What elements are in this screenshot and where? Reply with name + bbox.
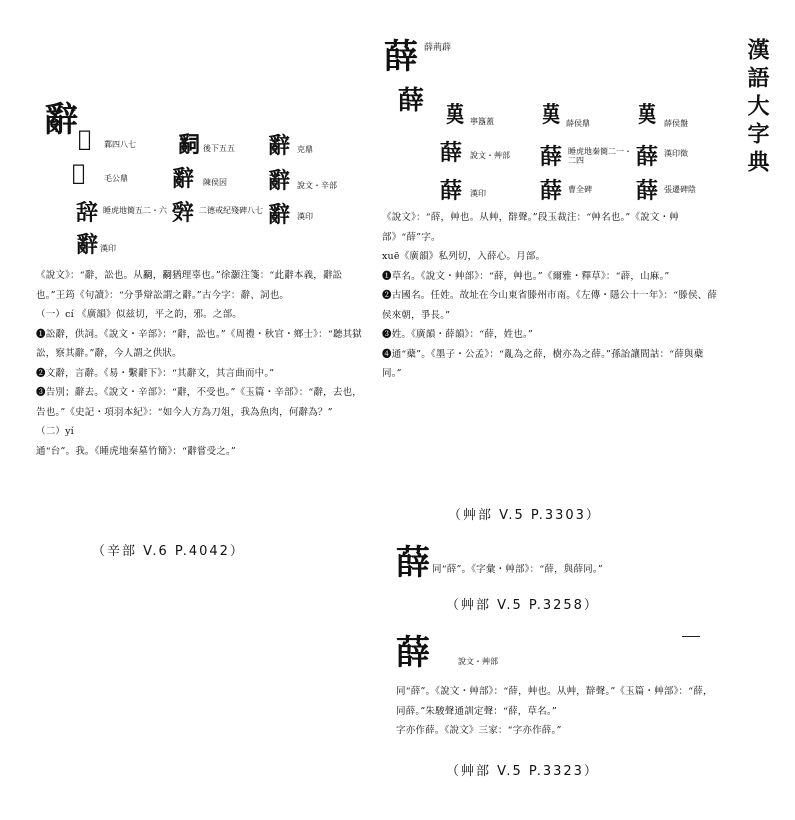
divider xyxy=(682,636,700,637)
paragraph: 通“台”。我。《睡虎地秦墓竹簡》：“辭嘗受之。” xyxy=(36,445,236,457)
paragraph: 《說文》：“辭，訟也。从𤔲，𤔲猶理辜也。”徐灝注箋：“此辭本義，辭訟也。”王筠《句讀》：“分爭辯訟謂之辭。”古今字：辭、詞也。 xyxy=(36,270,343,301)
entry-head-char: 薛 xyxy=(396,543,430,583)
book-title: 漢語大字典 xyxy=(744,38,770,178)
variant-label: 寧簋蓋 xyxy=(470,117,494,126)
variant-glyph: 辞 xyxy=(76,200,99,226)
variant-label: 睡虎地秦簡二一・二四 xyxy=(568,147,632,165)
variant-label: 薛侯盤 xyxy=(664,119,688,128)
variant-glyph: 辭 xyxy=(268,133,291,159)
entry-head-char: 薛 xyxy=(396,633,430,673)
page-reference: （艸部 V.5 P.3303） xyxy=(448,508,601,523)
paragraph: ❷古國名。任姓。故址在今山東省滕州市南。《左傳・隱公十一年》：“滕侯、薛侯來朝，爭長。” xyxy=(382,290,718,321)
variant-label: 克鼎 xyxy=(297,145,313,154)
variant-label: 張遷碑陰 xyxy=(664,185,696,194)
head-pronunciation: 薛荊薜 xyxy=(424,43,452,53)
paragraph: xuē《廣韻》私列切，入薛心。月部。 xyxy=(382,251,546,262)
paragraph: （二）yí xyxy=(36,426,74,437)
entry-text: 同“薛”。《字彙・艸部》：“薛，與薛同。” xyxy=(432,564,603,575)
variant-glyph: 𨐲 xyxy=(78,126,92,152)
variant-glyph: 薛 xyxy=(440,140,463,166)
page-reference: （艸部 V.5 P.3323） xyxy=(446,764,599,779)
left-head-char: 辭 xyxy=(44,100,78,140)
variant-label: 說文・辛部 xyxy=(297,181,337,190)
right-entry-3-body xyxy=(396,682,722,741)
variant-label: 鄴四八七 xyxy=(104,140,136,149)
paragraph: ❸告別；辭去。《說文・辛部》：“辭，不受也。”《玉篇・辛部》：“辭，去也，告也。”《史記・項羽本紀》：“如今人方為刀俎，我為魚肉，何辭為？” xyxy=(36,387,362,418)
variant-glyph: 𤔲 xyxy=(178,132,201,158)
variant-label: 薛侯鼎 xyxy=(566,119,590,128)
variant-glyph: 辭 xyxy=(268,202,291,228)
page-reference: （艸部 V.5 P.3258） xyxy=(446,598,599,613)
variant-glyph: 薛 xyxy=(540,178,563,204)
variant-label: 說文・艸部 xyxy=(470,151,510,160)
paragraph: ❷文辭，言辭。《易・繫辭下》：“其辭文，其言曲而中。” xyxy=(36,367,275,379)
entry-small-label: 說文・艸部 xyxy=(458,657,498,666)
variant-glyph: 𦰩 xyxy=(444,102,467,128)
variant-glyph: 𦰩 xyxy=(540,102,563,128)
right-entry-1-body xyxy=(382,208,722,384)
right-head-char: 薛 xyxy=(384,37,418,77)
variant-label: 陳侯因 xyxy=(203,178,227,187)
paragraph: ❸姓。《廣韻・薛韻》：“薛，姓也。” xyxy=(382,329,534,340)
paragraph: 《說文》：“薛，艸也。从艸，辥聲。”段玉裁注：“艸名也。”《說文・艸部》“薛”字。 xyxy=(382,212,679,243)
variant-label: 漢印 xyxy=(100,244,116,253)
variant-glyph: 辭 xyxy=(172,166,195,192)
left-body xyxy=(36,266,368,461)
variant-glyph: 薛 xyxy=(636,178,659,204)
paragraph: ❶草名。《說文・艸部》：“薛，艸也。”《爾雅・釋草》：“薜，山麻。” xyxy=(382,270,670,282)
paragraph: ❹通“蘗”。《墨子・公孟》：“亂為之薛，樹亦為之薛。”孫詒讓間詁：“薛與蘗同。” xyxy=(382,348,704,379)
variant-label: 睡虎地簡五二・六 xyxy=(103,206,167,215)
variant-label: 二德戒紀殘碑八七 xyxy=(199,206,263,215)
variant-label: 曹全碑 xyxy=(568,185,592,194)
variant-glyph: 𦰩 xyxy=(636,102,659,128)
variant-label: 後下五五 xyxy=(203,144,235,153)
paragraph: 同“薛”。《說文・艸部》：“薛，艸也。从艸，辥聲。”《玉篇・艸部》：“薛，同薛。”朱駿聲通訓定聲：“薛，草名。” xyxy=(396,686,713,717)
variant-label: 漢印 xyxy=(470,189,486,198)
paragraph: 字亦作薛。《說文》三家：“字亦作薛。” xyxy=(396,725,562,736)
variant-label: 漢印 xyxy=(297,212,313,221)
variant-glyph: 𨐲 xyxy=(72,160,86,186)
variant-glyph: 薛 xyxy=(540,144,563,170)
page-reference: （辛部 V.6 P.4042） xyxy=(92,544,245,559)
variant-label: 毛公鼎 xyxy=(104,174,128,183)
variant-glyph: 辭 xyxy=(76,232,99,258)
variant-glyph: 薛 xyxy=(440,178,463,204)
variant-label: 漢印徵 xyxy=(664,149,688,158)
variant-glyph: 薛 xyxy=(636,144,659,170)
variant-glyph: 辭 xyxy=(268,168,291,194)
paragraph: （一）cí 《廣韻》似兹切，平之韵，邪。之部。 xyxy=(36,309,242,320)
variant-glyph: 辤 xyxy=(172,200,195,226)
paragraph: ❶訟辭，供詞。《說文・辛部》：“辭，訟也。”《周禮・秋官・鄉士》：“聽其獄訟，察其辭。”辭，今人謂之供狀。 xyxy=(36,328,362,359)
sub-head-char: 薛 xyxy=(398,86,425,116)
